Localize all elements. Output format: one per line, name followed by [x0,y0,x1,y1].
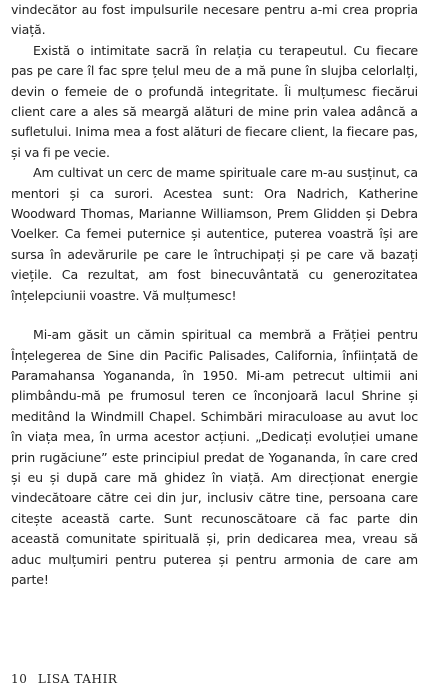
paragraph-spiritual-mothers: Am cultivat un cerc de mame spirituale care m-au susținut, ca mentori și ca surori. Acestea sunt: Ora Nadrich, Katherine Woodward Thomas, Marianne Williamson, Prem Glidden și Debra Voelker. Ca femei puternice și autentice, puterea voastră își are sursa în adevărurile pe care le întruchipați și pe care vă bazați viețile. Ca rezultat, am fost binecuvântată cu generozitatea înțelepciunii voastre. Vă mulțumesc! [11,165,418,303]
paragraph-continuation: vindecător au fost impulsurile necesare pentru a-mi crea propria viață. [11,2,418,38]
page-body [11,0,418,590]
running-author: LISA TAHIR [37,672,118,686]
section-gap [11,306,418,325]
page-number: 10 [11,672,28,686]
paragraph-spiritual-home: Mi-am găsit un cămin spiritual ca membră a Frăției pentru Înțelegerea de Sine din Pacific Palisades, California, înființată de Paramahansa Yogananda, în 1950. Mi-am petrecut ultimii ani plimbându-mă pe frumosul teren ce înconjoară lacul Shrine și meditând la Windmill Chapel. Schimbări miraculoase au avut loc în viața mea, în urma acestor acțiuni. „Dedicați evoluției umane prin rugăciune” este principiul predat de Yogananda, în care cred și eu și după care mă ghidez în viață. Am direcționat energie vindecătoare către cei din jur, inclusiv către tine, persoana care citește această carte. Sunt recunoscătoare că fac parte din această comunitate spirituală și, prin dedicarea mea, vreau să aduc mulțumiri pentru puterea și pentru armonia de care am parte! [11,327,418,587]
page-footer [11,672,118,686]
paragraph-therapist-intimacy: Există o intimitate sacră în relația cu terapeutul. Cu fiecare pas pe care îl fac spre țelul meu de a mă pune în slujba celorlalți, devin o femeie de o profundă integritate. Îi mulțumesc fiecărui client care a ales să meargă alături de mine prin valea adâncă a sufletului. Inima mea a fost alături de fiecare client, la fiecare pas, și va fi pe vecie. [11,42,418,160]
